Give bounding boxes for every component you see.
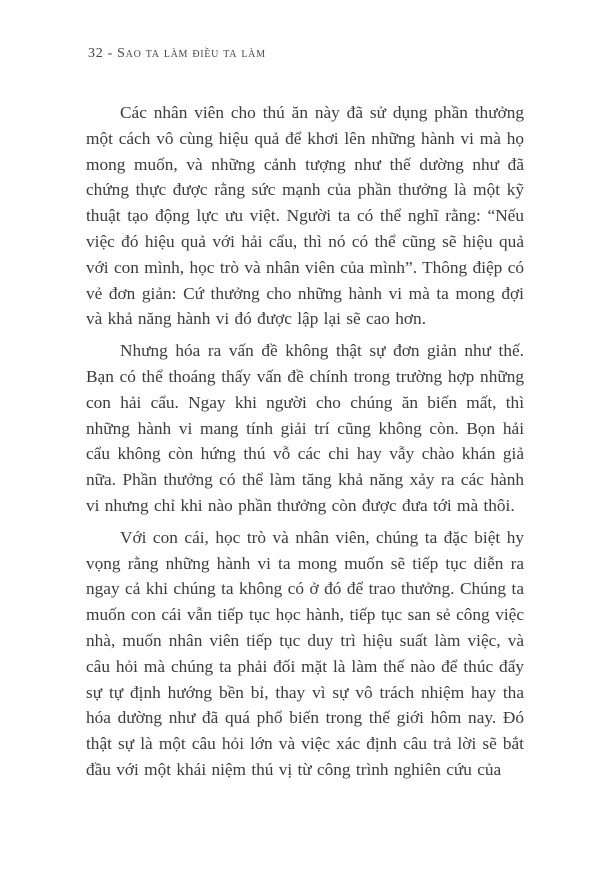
running-header: 32 - Sao ta làm điều ta làm	[88, 46, 266, 61]
page-body-text	[86, 100, 524, 789]
body-paragraph: Các nhân viên cho thú ăn này đã sử dụng phần thưởng một cách vô cùng hiệu quả để khơi lên những hành vi mà họ mong muốn, và những cảnh tượng như thế dường như đã chứng thực được rằng sức mạnh của phần thưởng là một kỹ thuật tạo động lực ưu việt. Người ta có thể nghĩ rằng: “Nếu việc đó hiệu quả với hải cẩu, thì nó có thể cũng sẽ hiệu quả với con mình, học trò và nhân viên của mình”. Thông điệp có vẻ đơn giản: Cứ thưởng cho những hành vi mà ta mong đợi và khả năng hành vi đó được lập lại sẽ cao hơn.	[86, 103, 524, 329]
body-paragraph: Với con cái, học trò và nhân viên, chúng ta đặc biệt hy vọng rằng những hành vi ta mong muốn sẽ tiếp tục diễn ra ngay cả khi chúng ta không có ở đó để trao thưởng. Chúng ta muốn con cái vẫn tiếp tục học hành, tiếp tục san sẻ công việc nhà, muốn nhân viên tiếp tục duy trì hiệu suất làm việc, và câu hỏi mà chúng ta phải đối mặt là làm thế nào để thúc đẩy sự tự định hướng bền bỉ, thay vì sự vô trách nhiệm hay tha hóa dường như đã quá phổ biến trong thế giới hôm nay. Đó thật sự là một câu hỏi lớn và việc xác định câu trả lời sẽ bắt đầu với một khái niệm thú vị từ công trình nghiên cứu của	[86, 527, 524, 779]
body-paragraph: Nhưng hóa ra vấn đề không thật sự đơn giản như thế. Bạn có thể thoáng thấy vấn đề chính trong trường hợp những con hải cẩu. Ngay khi người cho chúng ăn biến mất, thì những hành vi mang tính giải trí cũng không còn. Bọn hải cẩu không còn hứng thú vỗ các chi hay vẫy chào khán giả nữa. Phần thưởng có thể làm tăng khả năng xảy ra các hành vi nhưng chỉ khi nào phần thưởng còn được đưa tới mà thôi.	[86, 341, 524, 515]
